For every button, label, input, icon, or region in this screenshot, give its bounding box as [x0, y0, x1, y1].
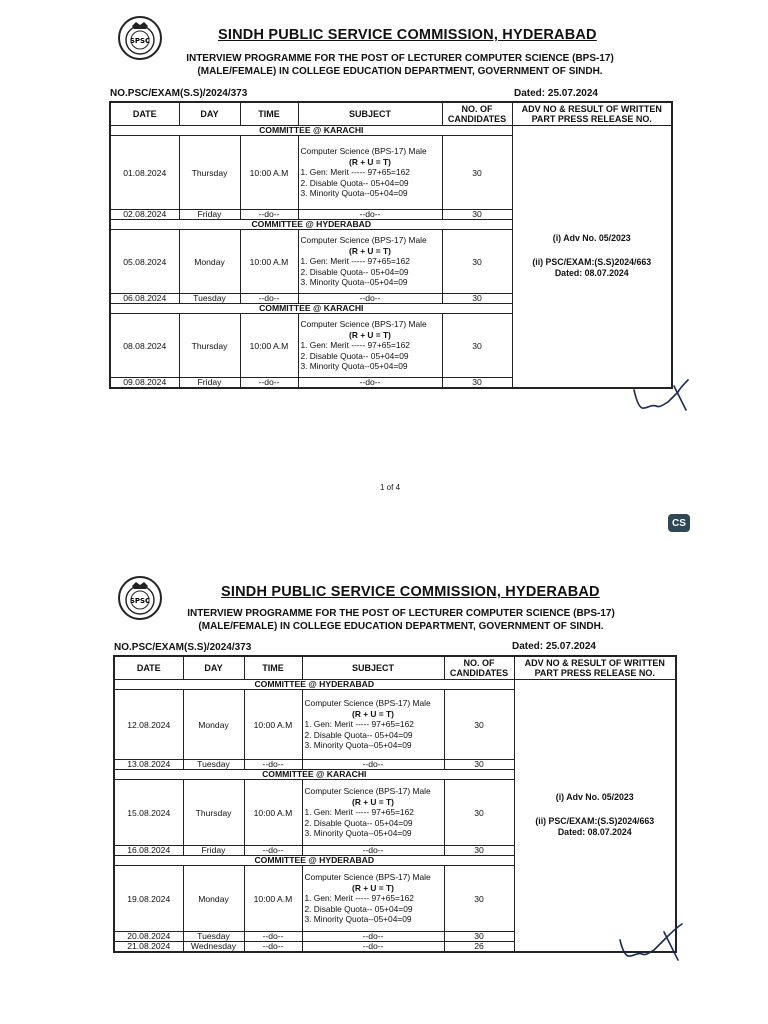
table-header-row: [110, 102, 672, 126]
sindh-seal-icon: [118, 16, 162, 60]
table-row: 02.08.2024 Friday --do-- --do-- 30: [110, 210, 672, 220]
date-cell: 19.08.2024: [114, 866, 183, 932]
date-cell: 12.08.2024: [114, 690, 183, 760]
committee-label: COMMITTEE @ HYDERABAD: [114, 856, 514, 866]
committee-label: COMMITTEE @ HYDERABAD: [114, 680, 514, 690]
document-subtitle: INTERVIEW PROGRAMME FOR THE POST OF LECTURER COMPUTER SCIENCE (BPS-17) (MALE/FEMALE) IN COLLEGE EDUCATION DEPARTMENT, GOVERNMENT OF SINDH.: [186, 53, 614, 77]
press-release-number: (ii) PSC/EXAM:(S.S)2024/663: [535, 815, 655, 826]
document-date: Dated: 25.07.2024: [514, 88, 598, 99]
time-cell: 10:00 A.M: [244, 690, 302, 760]
header-subject: SUBJECT: [298, 102, 442, 126]
table-row: 09.08.2024 Friday --do-- --do-- 30: [110, 378, 672, 389]
header-candidates: NO. OF CANDIDATES: [444, 656, 514, 680]
table-row: 21.08.2024 Wednesday --do-- --do-- 26: [114, 942, 676, 953]
adv-number: (i) Adv No. 05/2023: [552, 233, 631, 244]
press-release-number: (ii) PSC/EXAM:(S.S)2024/663: [532, 256, 652, 267]
table-row: 20.08.2024 Tuesday --do-- --do-- 30: [114, 932, 676, 942]
signature-icon: [628, 376, 694, 412]
day-cell: Thursday: [183, 780, 244, 846]
svg-text:SPSC: SPSC: [129, 37, 151, 45]
committee-label: COMMITTEE @ KARACHI: [114, 770, 514, 780]
signature-icon: [614, 920, 686, 962]
header-date: DATE: [114, 656, 183, 680]
day-cell: Thursday: [179, 136, 240, 210]
page-number: 1 of 4: [380, 483, 401, 492]
interview-schedule-table: [109, 101, 673, 389]
committee-label: COMMITTEE @ KARACHI: [110, 304, 512, 314]
header-time: TIME: [244, 656, 302, 680]
document-date: Dated: 25.07.2024: [512, 641, 596, 652]
header-candidates: NO. OF CANDIDATES: [442, 102, 512, 126]
subject-cell: Computer Science (BPS-17) Male (R + U = T) 1. Gen: Merit ----- 97+65=162 2. Disable Quota-- 05+04=09 3. Minority Quota--05+04=09: [298, 230, 442, 294]
subject-cell: Computer Science (BPS-17) Male (R + U = T) 1. Gen: Merit ----- 97+65=162 2. Disable Quota-- 05+04=09 3. Minority Quota--05+04=09: [302, 780, 444, 846]
header-day: DAY: [179, 102, 240, 126]
header-time: TIME: [240, 102, 298, 126]
press-release-date: Dated: 08.07.2024: [557, 827, 632, 838]
date-cell: 05.08.2024: [110, 230, 179, 294]
svg-text:SPSC: SPSC: [129, 597, 151, 605]
interview-schedule-table: [113, 655, 677, 953]
candidates-cell: 30: [442, 314, 512, 378]
adv-number: (i) Adv No. 05/2023: [555, 792, 634, 803]
subject-cell: Computer Science (BPS-17) Male (R + U = T) 1. Gen: Merit ----- 97+65=162 2. Disable Quota-- 05+04=09 3. Minority Quota--05+04=09: [302, 866, 444, 932]
day-cell: Monday: [179, 230, 240, 294]
committee-label: COMMITTEE @ HYDERABAD: [110, 220, 512, 230]
organization-title: SINDH PUBLIC SERVICE COMMISSION, HYDERABAD: [218, 27, 597, 43]
table-row: 16.08.2024 Friday --do-- --do-- 30: [114, 846, 676, 856]
camscanner-badge: CS: [668, 514, 690, 532]
adv-result-cell: [512, 126, 672, 389]
time-cell: 10:00 A.M: [240, 136, 298, 210]
header-subject: SUBJECT: [302, 656, 444, 680]
day-cell: Monday: [183, 690, 244, 760]
candidates-cell: 30: [444, 866, 514, 932]
adv-result-cell: [514, 680, 676, 953]
reference-number: NO.PSC/EXAM(S.S)/2024/373: [110, 88, 248, 99]
day-cell: Thursday: [179, 314, 240, 378]
header-date: DATE: [110, 102, 179, 126]
table-header-row: [114, 656, 676, 680]
subject-cell: Computer Science (BPS-17) Male (R + U = T) 1. Gen: Merit ----- 97+65=162 2. Disable Quota-- 05+04=09 3. Minority Quota--05+04=09: [302, 690, 444, 760]
organization-title: SINDH PUBLIC SERVICE COMMISSION, HYDERABAD: [221, 584, 600, 600]
date-cell: 15.08.2024: [114, 780, 183, 846]
committee-label: COMMITTEE @ KARACHI: [110, 126, 512, 136]
subject-cell: Computer Science (BPS-17) Male (R + U = T) 1. Gen: Merit ----- 97+65=162 2. Disable Quota-- 05+04=09 3. Minority Quota--05+04=09: [298, 314, 442, 378]
date-cell: 08.08.2024: [110, 314, 179, 378]
time-cell: 10:00 A.M: [244, 866, 302, 932]
candidates-cell: 30: [442, 136, 512, 210]
time-cell: 10:00 A.M: [240, 230, 298, 294]
press-release-date: Dated: 08.07.2024: [554, 268, 629, 279]
table-row: 13.08.2024 Tuesday --do-- --do-- 30: [114, 760, 676, 770]
candidates-cell: 30: [444, 780, 514, 846]
date-cell: 01.08.2024: [110, 136, 179, 210]
subject-cell: Computer Science (BPS-17) Male (R + U = T) 1. Gen: Merit ----- 97+65=162 2. Disable Quota-- 05+04=09 3. Minority Quota--05+04=09: [298, 136, 442, 210]
header-day: DAY: [183, 656, 244, 680]
header-adv: ADV NO & RESULT OF WRITTEN PART PRESS RELEASE NO.: [512, 102, 672, 126]
sindh-seal-icon: [118, 576, 162, 620]
day-cell: Monday: [183, 866, 244, 932]
document-subtitle: INTERVIEW PROGRAMME FOR THE POST OF LECTURER COMPUTER SCIENCE (BPS-17) (MALE/FEMALE) IN COLLEGE EDUCATION DEPARTMENT, GOVERNMENT OF SINDH.: [187, 608, 615, 632]
time-cell: 10:00 A.M: [240, 314, 298, 378]
table-row: 06.08.2024 Tuesday --do-- --do-- 30: [110, 294, 672, 304]
header-adv: ADV NO & RESULT OF WRITTEN PART PRESS RELEASE NO.: [514, 656, 676, 680]
reference-number: NO.PSC/EXAM(S.S)/2024/373: [114, 642, 252, 653]
time-cell: 10:00 A.M: [244, 780, 302, 846]
candidates-cell: 30: [442, 230, 512, 294]
candidates-cell: 30: [444, 690, 514, 760]
